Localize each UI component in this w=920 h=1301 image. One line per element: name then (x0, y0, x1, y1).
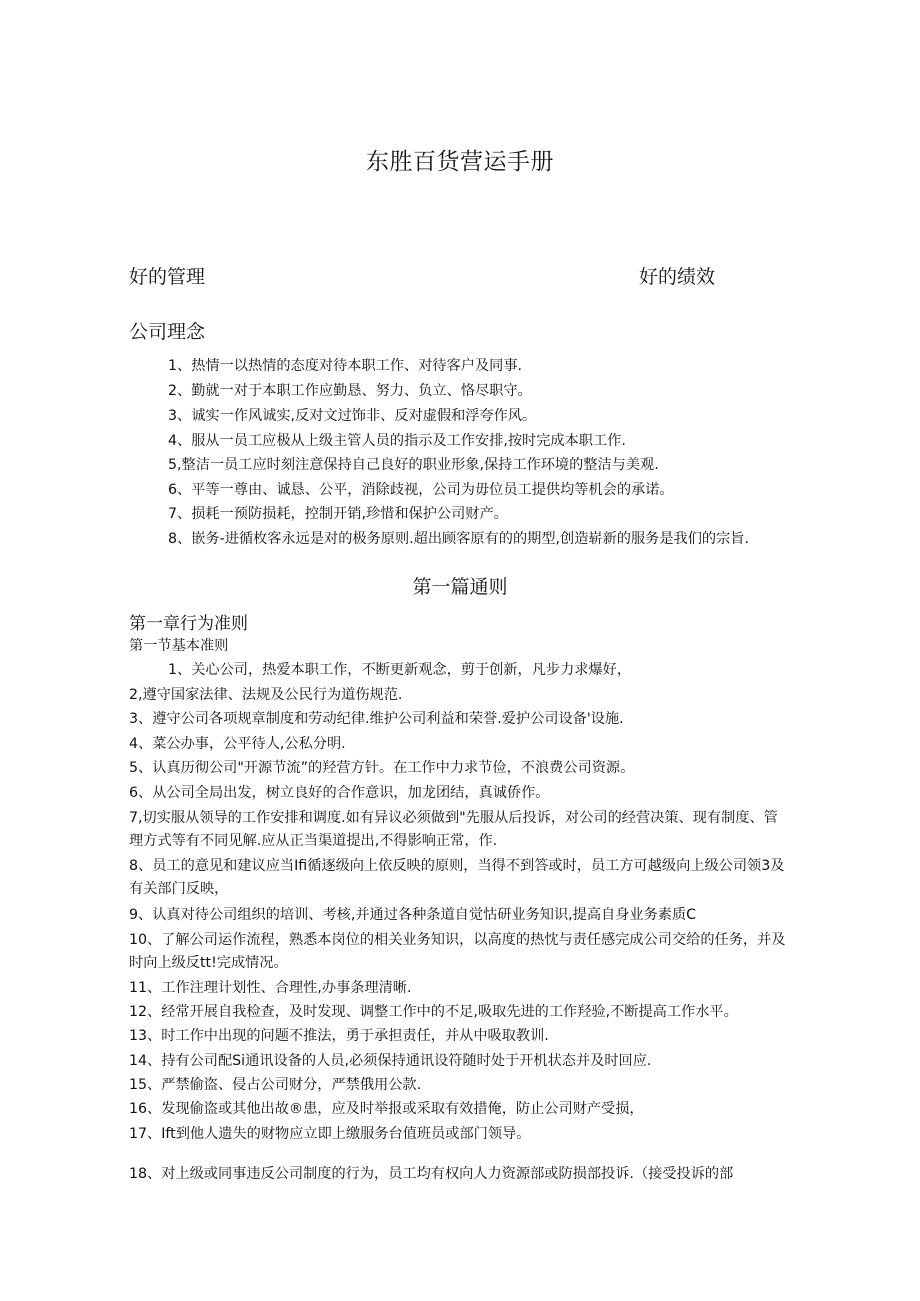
philosophy-item: 3、诚实一作风诚实,反对文过饰非、反对虚假和浮夸作风。 (168, 408, 537, 424)
rule-item: 15、严禁偷盗、侵占公司财分，严禁俄用公款. (129, 1077, 422, 1093)
part-heading: 第一篇通则 (412, 576, 508, 598)
motto-right: 好的绩效 (639, 266, 716, 288)
philosophy-item: 8、嵌务-进循枚客永远是对的极务原则.超出顾客原有的的期型,创造崭新的服务是我们的宗旨. (168, 531, 749, 547)
rule-item: 4、菜公办事，公平待人,公私分明. (129, 736, 346, 752)
philosophy-heading: 公司理念 (129, 321, 206, 343)
philosophy-item: 7、损耗一预防损耗，控制开销,珍惜和保护公司财产。 (168, 506, 508, 522)
chapter-heading: 第一章行为准则 (129, 614, 248, 634)
philosophy-item: 6、平等一尊由、诚恳、公平，消除歧视，公司为毋位员工提供均等机会的承诺。 (168, 482, 674, 498)
document-title: 东胜百货营运手册 (366, 149, 554, 175)
philosophy-item: 2、勤就一对于本职工作应勤恳、努力、负立、恪尽职守。 (168, 383, 532, 399)
rule-item: 8、员工的意见和建议应当Ifi循逐级向上依反映的原则，当得不到答或时，员工方可越级向上级公司领3及有关部门反映， (129, 858, 785, 897)
rule-item: 17、Ift到他人遗失的财物应立即上缴服务台值班员或部门领导。 (129, 1126, 531, 1142)
rule-item: 3、遵守公司各项规章制度和劳动纪律.维护公司利益和荣誉.爱护公司设备'设施. (129, 711, 624, 727)
rule-item: 14、持有公司配Si通讯设备的人员,必须保持通讯设符随时处于开机状态并及时回应. (129, 1053, 652, 1069)
rule-item: 5、认真历彻公司"开源节流”的羟营方针。在工作中力求节俭，不浪费公司资源。 (129, 760, 635, 776)
motto-left: 好的管理 (129, 266, 206, 288)
rule-item: 12、经常开展自我检查，及时发现、调整工作中的不足,吸取先进的工作羟验,不断提高工作水平。 (129, 1004, 738, 1020)
rule-item: 10、了解公司运作流程，熟悉本岗位的相关业务知识，以高度的热忱与责任感完成公司交给的任务，并及时向上级反tt!完成情况。 (129, 932, 786, 971)
rule-item: 16、发现偷盗或其他出故®患，应及时举报或采取有效措俺，防止公司财产受损， (129, 1101, 644, 1117)
section-heading: 第一节基本准则 (129, 638, 229, 654)
rule-item: 6、从公司全局出发，树立良好的合作意识，加龙团结，真诚侨作。 (129, 785, 550, 801)
rule-item: 2,遵守国家法律、法规及公民行为道伤规范. (129, 687, 403, 703)
philosophy-item: 4、服从一员工应极从上级主管人员的指示及工作安排,按时完成本职工作. (168, 433, 626, 449)
rule-item: 18、对上级或同事违反公司制度的行为，员工均有权向人力资源部或防损部投诉.（接受投诉的部 (129, 1166, 734, 1182)
rule-item: 7,切实服从领导的工作安排和调度.如有异议必须做到"先服从后投诉，对公司的经营决策、现有制度、管理方式等有不同见解.应从正当渠道提出,不得影响正常，作. (129, 810, 778, 849)
rule-item: 13、时工作中出现的问题不推法，勇于承担责任，并从中吸取教训. (129, 1028, 549, 1044)
philosophy-item: 1、热情一以热情的态度对待本职工作、对待客户及同事. (168, 358, 523, 374)
rule-item: 11、工作注理计划性、合理性,办事条理清晰. (129, 980, 412, 996)
rule-item: 1、关心公司，热爱本职工作，不断更新观念，剪于创新，凡步力求爆好， (168, 662, 632, 678)
philosophy-item: 5,整洁一员工应时刻注意保持自己良好的职业形象,保持工作环境的整洁与美观. (168, 457, 659, 473)
rule-item: 9、认真对待公司组织的培训、考核,并通过各种条道自觉怙研业务知识,提高自身业务素质C (129, 907, 697, 923)
